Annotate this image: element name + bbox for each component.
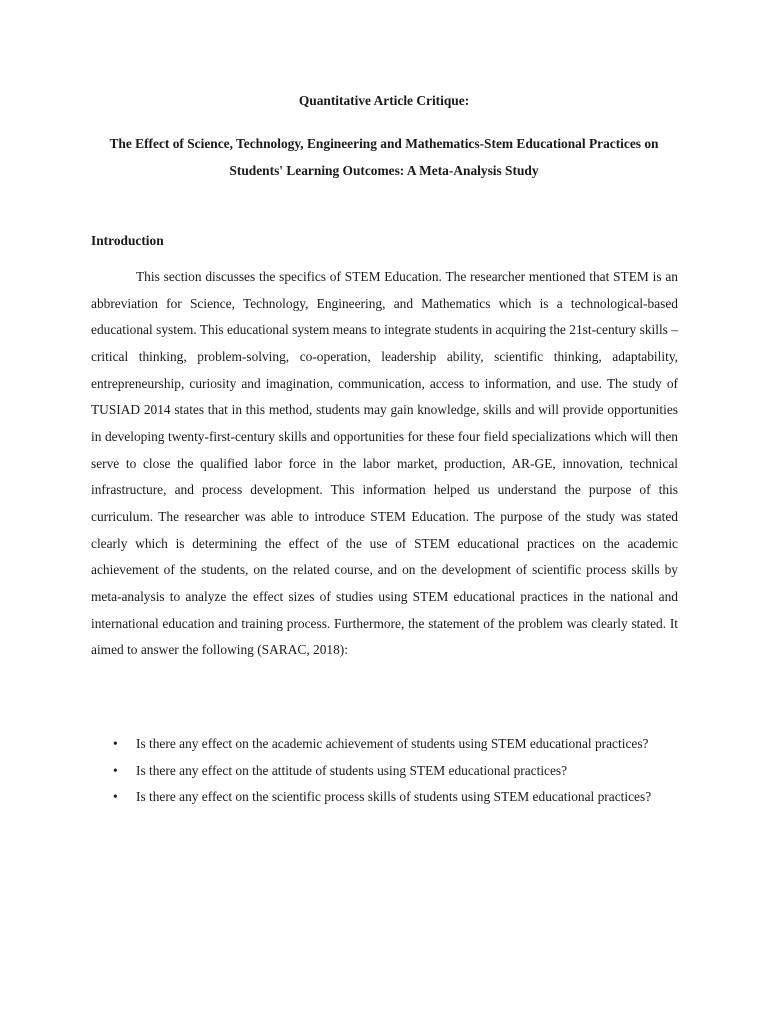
research-questions-list (91, 731, 678, 811)
bullet-icon: • (113, 762, 118, 778)
research-question-2: Is there any effect on the attitude of students using STEM educational practices? (136, 762, 568, 778)
research-question-3: Is there any effect on the scientific process skills of students using STEM educational practices? (136, 789, 652, 805)
section-heading-introduction: Introduction (91, 233, 164, 248)
bullet-icon: • (113, 736, 118, 751)
list-item (91, 731, 678, 758)
research-question-1: Is there any effect on the academic achievement of students using STEM educational practices? (136, 736, 649, 751)
introduction-paragraph: This section discusses the specifics of STEM Education. The researcher mentioned that STEM is an abbreviation for Science, Technology, Engineering, and Mathematics which is a technological-based educational system. This educational system means to integrate students in acquiring the 21st-century skills – critical thinking, problem-solving, co-operation, leadership ability, scientific thinking, adaptability, entrepreneurship, curiosity and imagination, communication, access to information, and use. The study of TUSIAD 2014 states that in this method, students may gain knowledge, skills and will provide opportunities in developing twenty-first-century skills and opportunities for these four field specializations which will then serve to close the qualified labor force in the labor market, production, AR-GE, innovation, technical infrastructure, and process development. This information helped us understand the purpose of this curriculum. The researcher was able to introduce STEM Education. The purpose of the study was stated clearly which is determining the effect of the use of STEM educational practices on the academic achievement of the students, on the related course, and on the development of scientific process skills by meta-analysis to analyze the effect sizes of studies using STEM educational practices in the national and international education and training process. Furthermore, the statement of the problem was clearly stated. It aimed to answer the following (SARAC, 2018): (91, 269, 678, 658)
list-item (91, 784, 678, 811)
list-item (91, 758, 678, 785)
document-subtitle: The Effect of Science, Technology, Engineering and Mathematics-Stem Educational Practices on Students' Learning Outcomes: A Meta-Analysis Study (109, 136, 659, 178)
document-title: Quantitative Article Critique: (298, 93, 470, 108)
bullet-icon: • (113, 789, 118, 805)
